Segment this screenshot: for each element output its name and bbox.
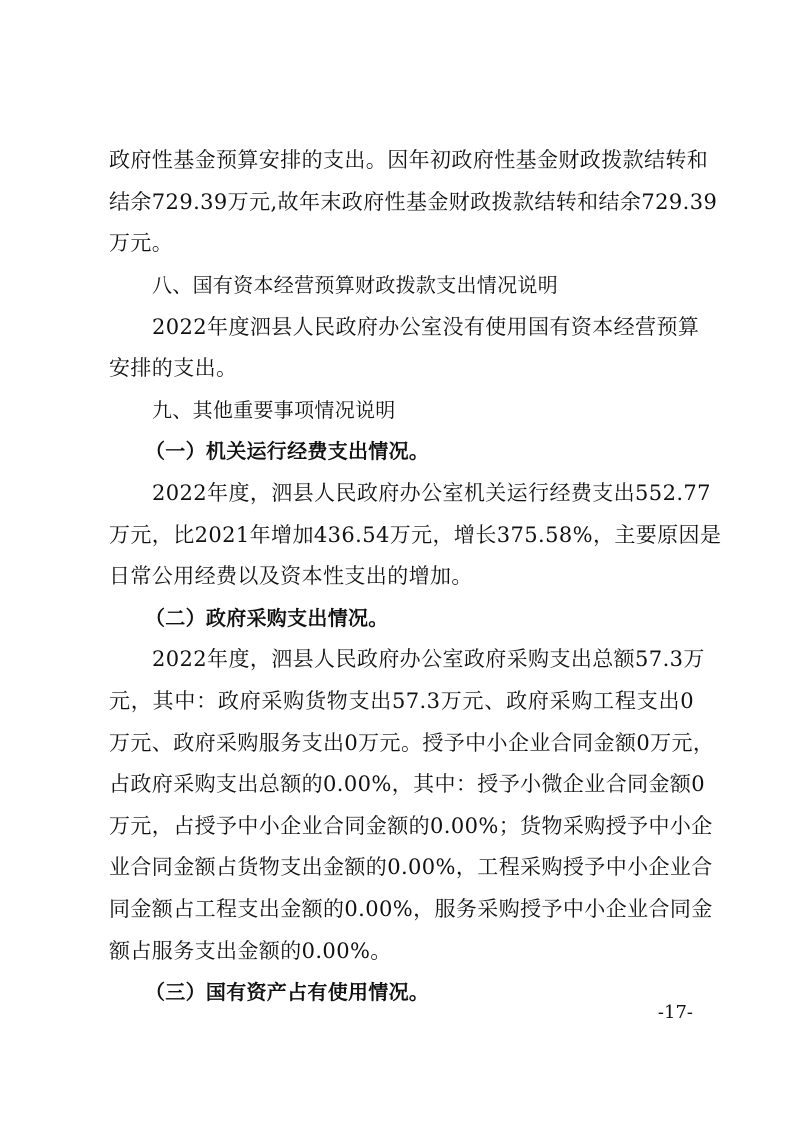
body-text-line: 结余729.39万元,故年末政府性基金财政拨款结转和结余729.39 [109, 190, 718, 214]
body-text-line: 占政府采购支出总额的0.00%，其中：授予小微企业合同金额0 [109, 772, 706, 796]
body-text-line: 万元。 [109, 231, 174, 255]
body-text-line: 元，其中：政府采购货物支出57.3万元、政府采购工程支出0 [109, 689, 694, 713]
body-text-line: 2022年度泗县人民政府办公室没有使用国有资本经营预算 [152, 315, 700, 339]
body-text-line: 日常公用经费以及资本性支出的增加。 [109, 564, 473, 588]
body-text-line: 政府性基金预算安排的支出。因年初政府性基金财政拨款结转和 [109, 148, 709, 172]
subsection-heading-1: （一）机关运行经费支出情况。 [145, 439, 430, 463]
body-text-line: 2022年度，泗县人民政府办公室机关运行经费支出552.77 [152, 481, 711, 505]
subsection-heading-2: （二）政府采购支出情况。 [145, 606, 389, 630]
body-text-line: 万元，占授予中小企业合同金额的0.00%；货物采购授予中小企 [109, 814, 713, 838]
section-heading-8: 八、国有资本经营预算财政拨款支出情况说明 [152, 273, 558, 297]
body-text-line: 业合同金额占货物支出金额的0.00%，工程采购授予中小企业合 [109, 855, 713, 879]
section-heading-9: 九、其他重要事项情况说明 [152, 398, 396, 422]
body-text-line: 万元、政府采购服务支出0万元。授予中小企业合同金额0万元， [109, 731, 715, 755]
subsection-heading-3: （三）国有资产占有使用情况。 [145, 980, 430, 1004]
body-text-line: 万元，比2021年增加436.54万元，增长375.58%，主要原因是 [109, 523, 722, 547]
body-text-line: 2022年度，泗县人民政府办公室政府采购支出总额57.3万 [152, 647, 705, 671]
body-text-line: 安排的支出。 [109, 356, 238, 380]
body-text-line: 同金额占工程支出金额的0.00%，服务采购授予中小企业合同金 [109, 897, 713, 921]
page-number: -17- [657, 1002, 693, 1023]
body-text-line: 额占服务支出金额的0.00%。 [109, 939, 392, 963]
